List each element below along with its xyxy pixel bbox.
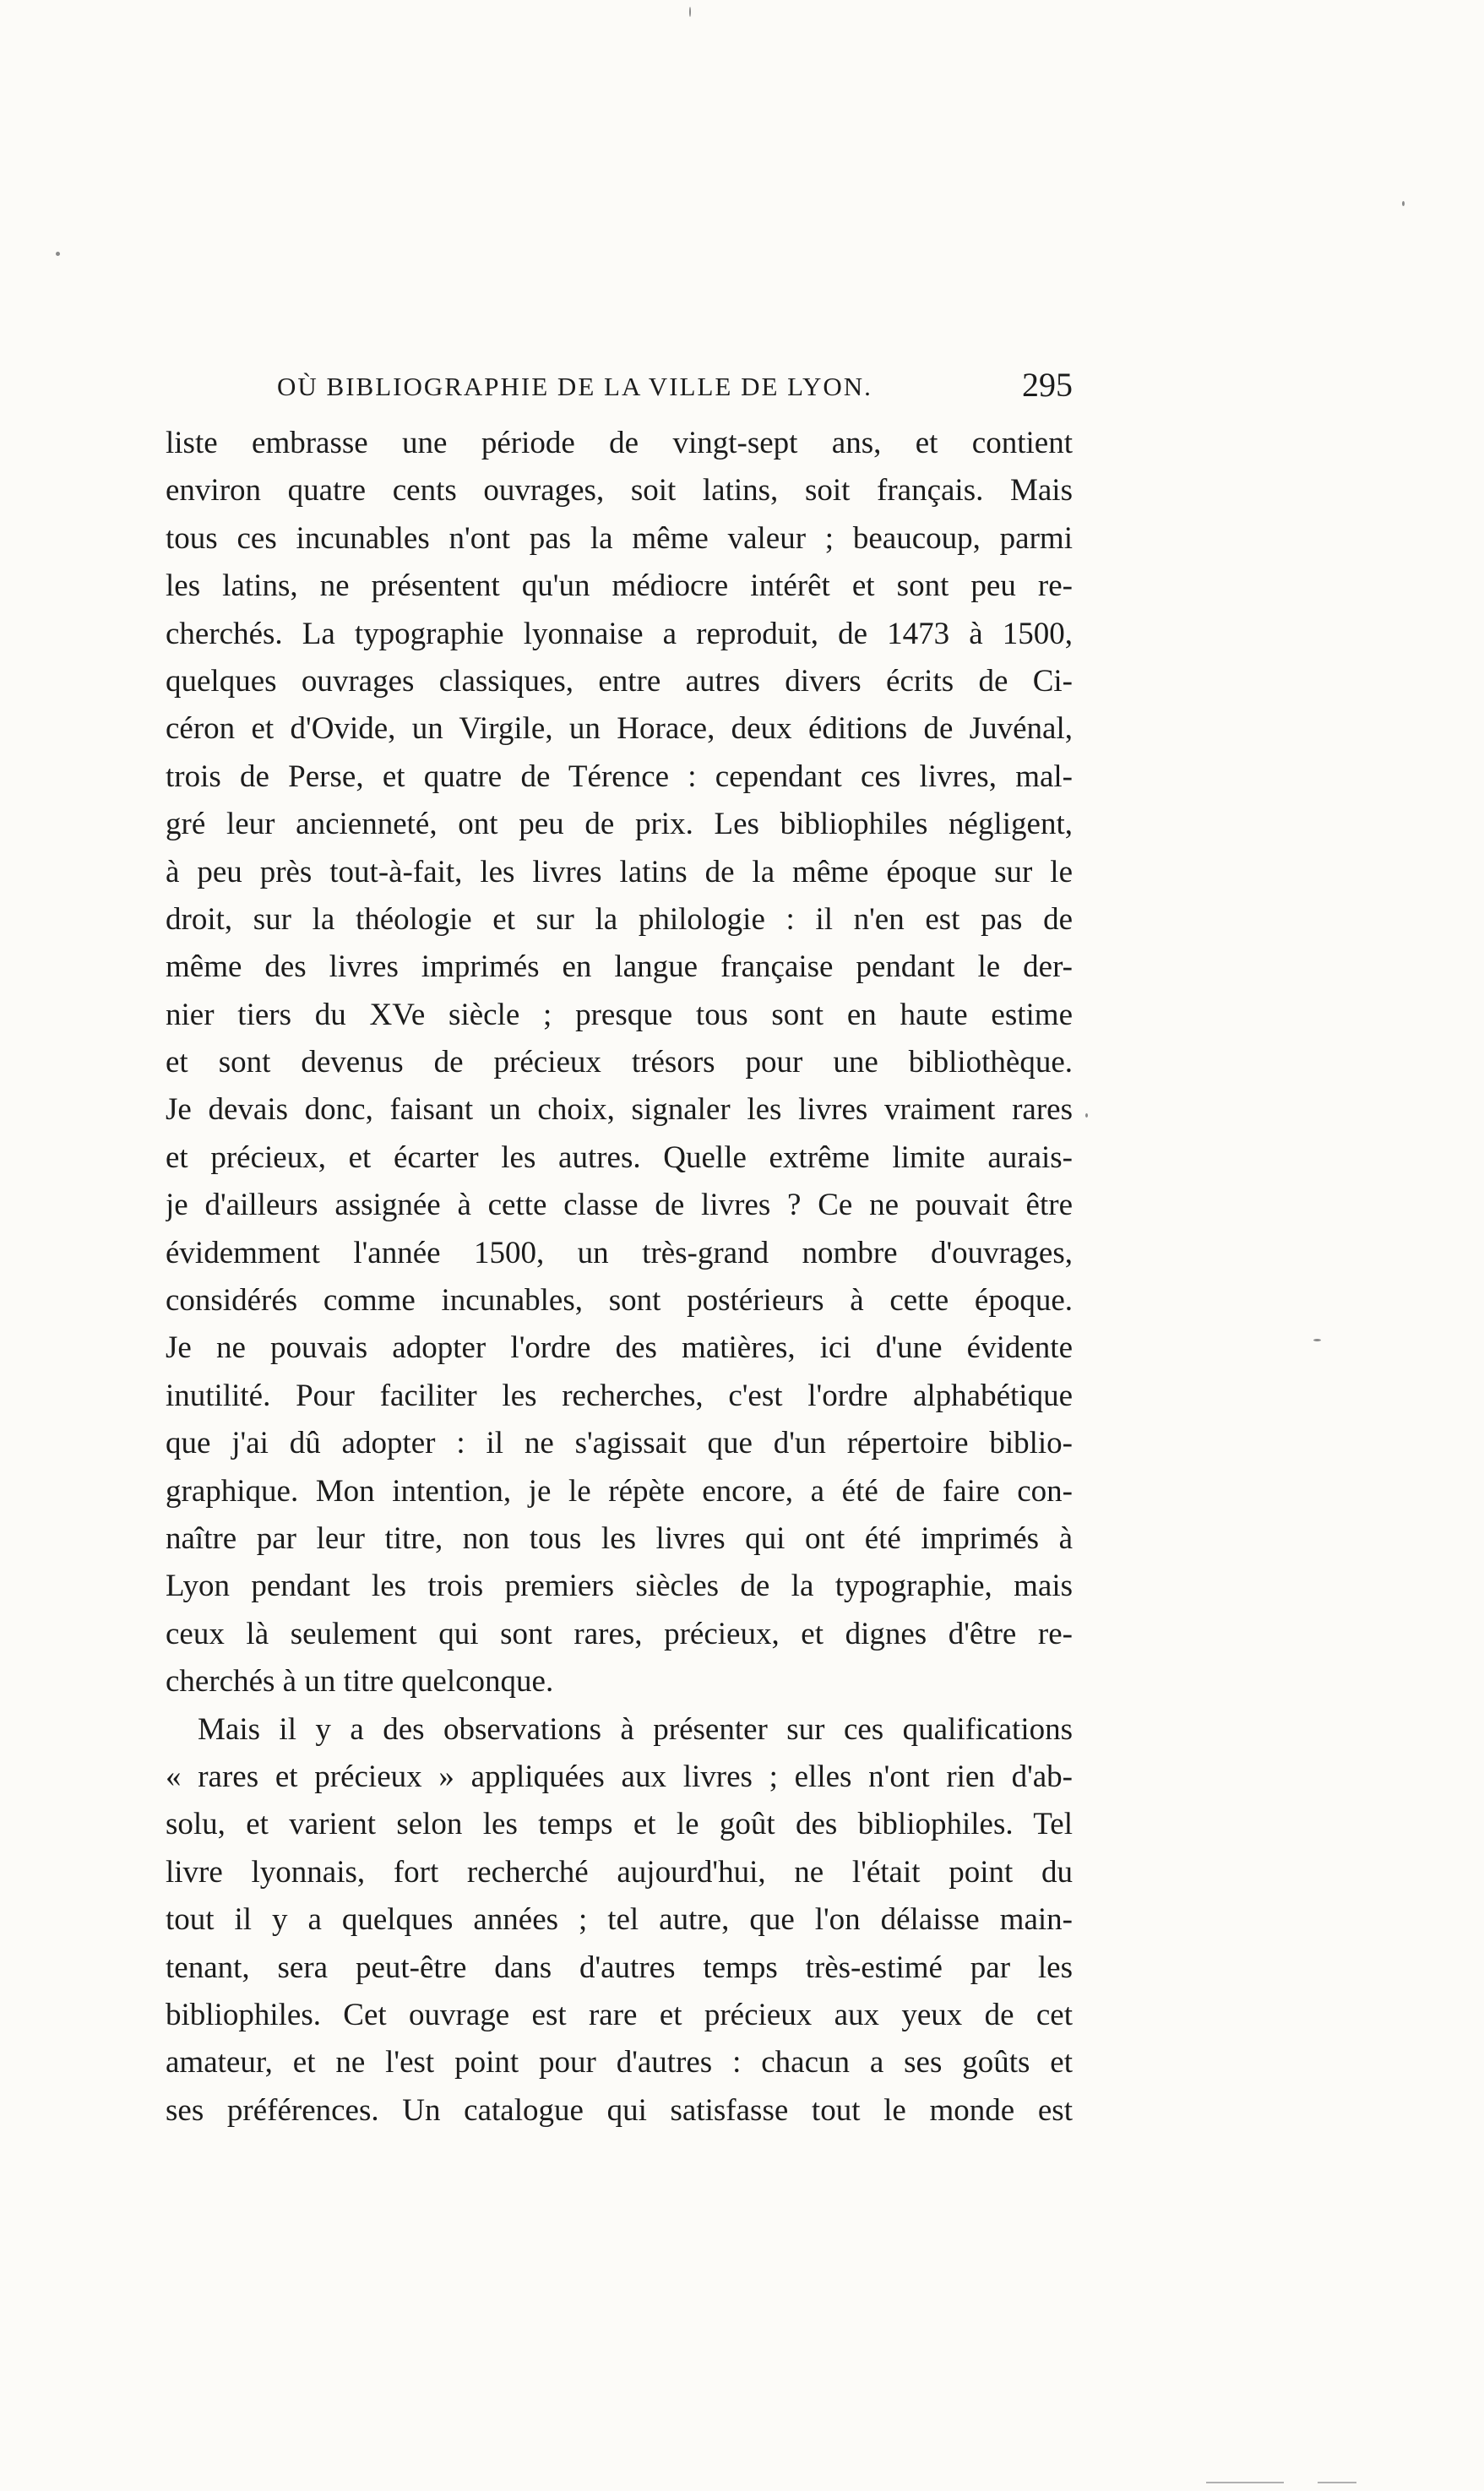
- text-line: solu, et varient selon les temps et le goût des bibliophiles. Tel: [166, 1807, 1073, 1842]
- text-line: inutilité. Pour faciliter les recherches, c'est l'ordre alphabétique: [166, 1378, 1073, 1413]
- text-line: tenant, sera peut-être dans d'autres temps très-estimé par les: [166, 1950, 1073, 1985]
- scan-speck: [1085, 1113, 1088, 1118]
- text-line: nier tiers du XVe siècle ; presque tous sont en haute estime: [166, 997, 1073, 1032]
- text-line: les latins, ne présentent qu'un médiocre intérêt et sont peu re-: [166, 568, 1073, 604]
- text-line: tous ces incunables n'ont pas la même valeur ; beaucoup, parmi: [166, 520, 1073, 556]
- text-line: quelques ouvrages classiques, entre autres divers écrits de Ci-: [166, 663, 1073, 699]
- text-line: Lyon pendant les trois premiers siècles de la typographie, mais: [166, 1569, 1073, 1604]
- text-line: céron et d'Ovide, un Virgile, un Horace, deux éditions de Juvénal,: [166, 711, 1073, 747]
- text-line: « rares et précieux » appliquées aux livres ; elles n'ont rien d'ab-: [166, 1759, 1073, 1794]
- text-line: ceux là seulement qui sont rares, précieux, et dignes d'être re-: [166, 1616, 1073, 1651]
- text-line: je d'ailleurs assignée à cette classe de livres ? Ce ne pouvait être: [166, 1188, 1073, 1223]
- text-line: livre lyonnais, fort recherché aujourd'hui, ne l'était point du: [166, 1854, 1073, 1890]
- text-line: Je ne pouvais adopter l'ordre des matières, ici d'une évidente: [166, 1330, 1073, 1366]
- text-line: Je devais donc, faisant un choix, signaler les livres vraiment rares: [166, 1092, 1073, 1128]
- text-line: à peu près tout-à-fait, les livres latins de la même époque sur le: [166, 854, 1073, 889]
- scan-edge-mark: [1206, 2482, 1284, 2483]
- text-line: environ quatre cents ouvrages, soit latins, soit français. Mais: [166, 473, 1073, 509]
- text-line: même des livres imprimés en langue française pendant le der-: [166, 949, 1073, 985]
- text-line: amateur, et ne l'est point pour d'autres : chacun a ses goûts et: [166, 2045, 1073, 2080]
- text-line: et sont devenus de précieux trésors pour une bibliothèque.: [166, 1045, 1073, 1080]
- body-text: [166, 420, 1073, 2135]
- text-line: droit, sur la théologie et sur la philologie : il n'en est pas de: [166, 901, 1073, 937]
- page-number: 295: [1022, 366, 1073, 404]
- text-line: tout il y a quelques années ; tel autre, que l'on délaisse main-: [166, 1902, 1073, 1938]
- scan-speck: [1402, 201, 1405, 206]
- text-line: naître par leur titre, non tous les livres qui ont été imprimés à: [166, 1520, 1073, 1556]
- scan-speck: [1313, 1339, 1321, 1341]
- text-line: gré leur ancienneté, ont peu de prix. Les bibliophiles négligent,: [166, 807, 1073, 842]
- scan-edge-mark: [1318, 2482, 1356, 2483]
- paragraph-start-line: Mais il y a des observations à présenter sur ces qualifications: [198, 1711, 1073, 1747]
- scan-speck: [56, 252, 60, 256]
- text-line: cherchés. La typographie lyonnaise a reproduit, de 1473 à 1500,: [166, 616, 1073, 651]
- text-line: graphique. Mon intention, je le répète encore, a été de faire con-: [166, 1473, 1073, 1509]
- text-line: bibliophiles. Cet ouvrage est rare et précieux aux yeux de cet: [166, 1997, 1073, 2032]
- text-line: considérés comme incunables, sont postérieurs à cette époque.: [166, 1283, 1073, 1319]
- scan-speck: [689, 7, 691, 17]
- running-title: OÙ BIBLIOGRAPHIE DE LA VILLE DE LYON.: [277, 372, 872, 401]
- text-line: ses préférences. Un catalogue qui satisfasse tout le monde est: [166, 2092, 1073, 2128]
- text-line: liste embrasse une période de vingt-sept ans, et contient: [166, 426, 1073, 460]
- text-line: évidemment l'année 1500, un très-grand nombre d'ouvrages,: [166, 1235, 1073, 1270]
- text-line: trois de Perse, et quatre de Térence : cependant ces livres, mal-: [166, 759, 1073, 794]
- running-head: [166, 365, 1073, 416]
- paragraph-end-line: cherchés à un titre quelconque.: [166, 1664, 554, 1700]
- text-line: que j'ai dû adopter : il ne s'agissait que d'un répertoire biblio-: [166, 1426, 1073, 1461]
- text-line: et précieux, et écarter les autres. Quelle extrême limite aurais-: [166, 1139, 1073, 1175]
